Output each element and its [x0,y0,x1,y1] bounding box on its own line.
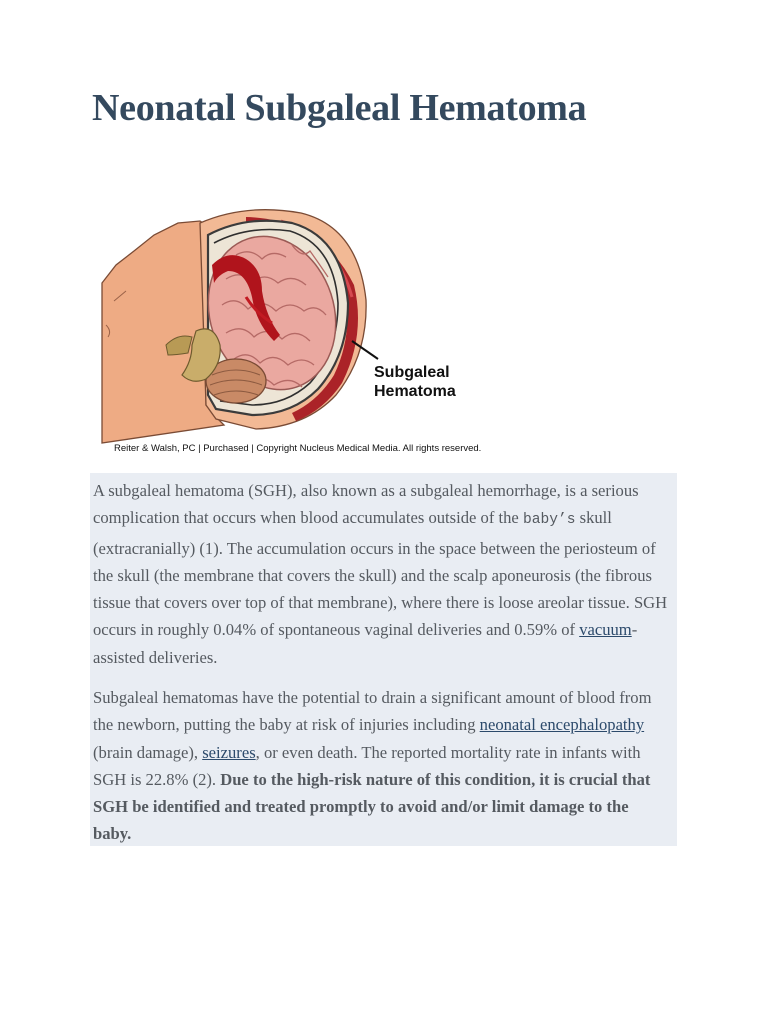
paragraph-risks-bold-warning: Due to the high-risk nature of this condition, it is crucial that SGH be identified and treated promptly to avoid and/or limit damage to the baby. [93,769,651,844]
hematoma-label [374,363,484,401]
paragraph-risks-text-2: (brain damage), [93,742,203,762]
page-title: Neonatal Subgaleal Hematoma [92,87,587,129]
paragraph-risks [93,684,668,848]
paragraph-intro-text-2: skull (extracranially) (1). The accumulation occurs in the space between the periosteum of the skull (the membrane that covers the skull) and the scalp aponeurosis (the fibrous tissue that covers over top of that membrane), where there is loose areolar tissue. SGH occurs in roughly 0.04% of spontaneous vaginal deliveries and 0.59% of [93,508,668,640]
seizures-link[interactable]: seizures [202,742,256,762]
neonatal-encephalopathy-link[interactable]: neonatal encephalopathy [479,715,645,735]
paragraph-risks-text-3: , or even death. The reported mortality rate in infants with SGH is 22.8% (2). [93,742,641,789]
paragraph-intro-mono-word: baby’s [522,512,576,529]
image-credit: Reiter & Walsh, PC | Purchased | Copyright Nucleus Medical Media. All rights reserved. [114,443,482,454]
subgaleal-hematoma-illustration [96,205,496,460]
highlighted-text-box [90,473,677,846]
paragraph-intro-text-3: -assisted deliveries. [93,620,638,667]
paragraph-intro-text-1: A subgaleal hematoma (SGH), also known as a subgaleal hemorrhage, is a serious complication that occurs when blood accumulates outside of the [93,481,639,528]
hematoma-label-line2: Hematoma [374,383,456,400]
paragraph-risks-text-1: Subgaleal hematomas have the potential to drain a significant amount of blood from the newborn, putting the baby at risk of injuries including [93,688,652,735]
hematoma-label-line1: Subgaleal [374,364,450,381]
vacuum-link[interactable]: vacuum [579,620,632,640]
paragraph-intro [93,477,668,671]
anatomy-drawing [96,205,496,460]
